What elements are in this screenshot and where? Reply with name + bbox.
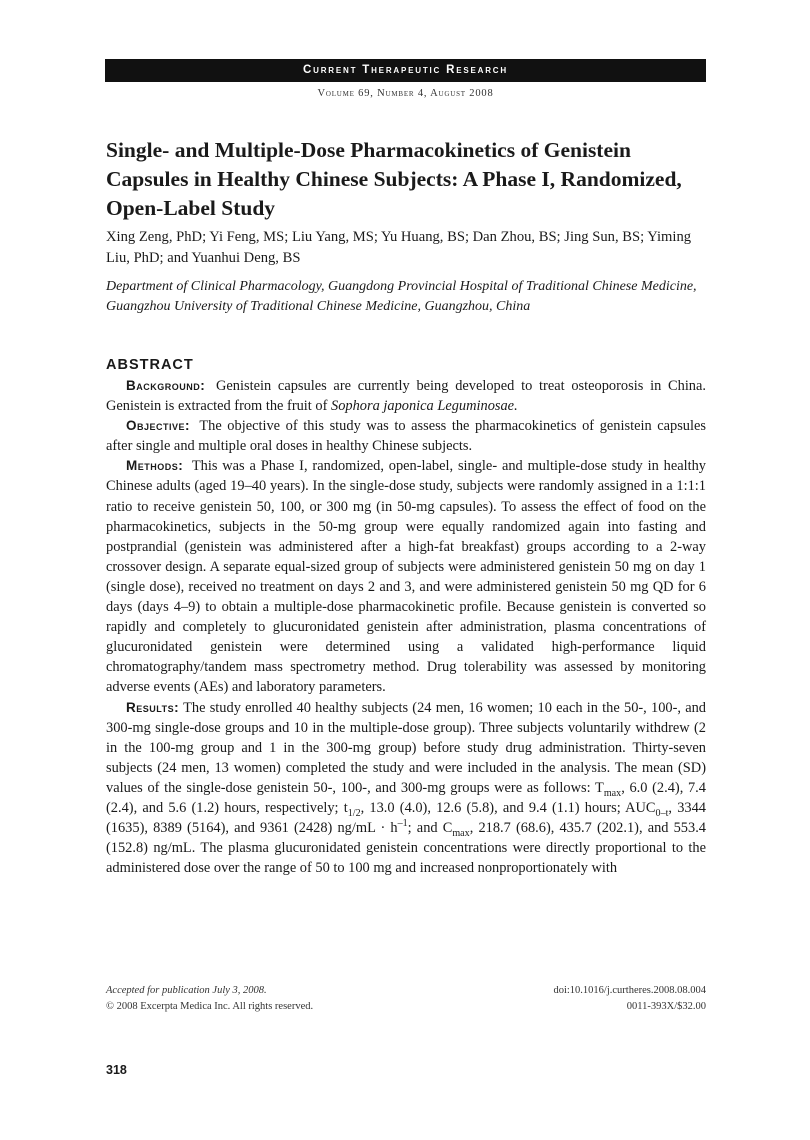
auc-subscript: 0–t <box>655 807 669 819</box>
background-text: Genistein capsules are currently being developed to treat osteoporosis in China. Genistein is extracted from the fruit of <box>106 378 706 415</box>
author-list: Xing Zeng, PhD; Yi Feng, MS; Liu Yang, MS; Yu Huang, BS; Dan Zhou, BS; Jing Sun, BS; Yiming Liu, PhD; and Yuanhui Deng, BS <box>106 229 692 266</box>
results-text-1: The study enrolled 40 healthy subjects (24 men, 16 women; 10 each in the 50-, 100-, and 300-mg single-dose groups and 10 in the multiple-dose group). Three subjects voluntarily withdrew (2 in the 100-mg group and 1 in the 300-mg group) before study drug administration. Thirty-seven subjects (24 men, 13 women) completed the study and were included in the analysis. The mean (SD) values of the single-dose genistein 50-, 100-, and 300-mg groups were as follows: T <box>106 699 706 796</box>
journal-title: Current Therapeutic Research <box>303 64 508 76</box>
tmax-subscript: max <box>603 787 622 799</box>
results-text-3: , 13.0 (4.0), 12.6 (5.8), and 9.4 (1.1) hours; AUC <box>360 799 656 816</box>
abstract-background <box>106 376 706 416</box>
methods-label: Methods: <box>126 458 184 474</box>
author-affiliation: Department of Clinical Pharmacology, Guangdong Provincial Hospital of Traditional Chinese Medicine, Guangzhou University of Traditional Chinese Medicine, Guangzhou, China <box>106 279 697 314</box>
volume-issue-line: Volume 69, Number 4, August 2008 <box>317 88 494 99</box>
article-title: Single- and Multiple-Dose Pharmacokinetics of Genistein Capsules in Healthy Chinese Subjects: A Phase I, Randomized, Open-Label Study <box>106 138 682 220</box>
abstract-results <box>106 698 706 879</box>
doi-link[interactable]: doi:10.1016/j.curtheres.2008.08.004 <box>553 985 706 996</box>
page-number: 318 <box>106 1063 127 1077</box>
auc-unit-superscript: –1 <box>397 818 408 830</box>
abstract-heading: ABSTRACT <box>106 357 194 373</box>
objective-text: The objective of this study was to assess the pharmacokinetics of genistein capsules after single and multiple oral doses in healthy Chinese subjects. <box>106 418 706 455</box>
journal-title-bar <box>105 59 706 82</box>
objective-label: Objective: <box>126 418 191 434</box>
footer-right <box>553 983 706 1015</box>
results-text-5: ; and C <box>407 820 453 837</box>
results-label: Results: <box>126 699 180 715</box>
results-text-4: , 3344 (1635), 8389 (5164), and 9361 (2428) ng/mL · h <box>106 799 706 837</box>
thalf-subscript: 1/2 <box>347 807 361 819</box>
abstract-objective <box>106 416 706 456</box>
background-label: Background: <box>126 378 206 393</box>
results-text-2: , 6.0 (2.4), 7.4 (2.4), and 5.6 (1.2) hours, respectively; t <box>106 779 706 816</box>
accepted-date: Accepted for publication July 3, 2008. <box>106 985 267 996</box>
results-text-6: , 218.7 (68.6), 435.7 (202.1), and 553.4 (152.8) ng/mL. The plasma glucuronidated genistein concentrations were directly proportional to the administered dose over the range of 50 to 100 mg and increased nonproportionately with <box>106 820 706 877</box>
abstract-body <box>106 376 706 878</box>
copyright-notice: © 2008 Excerpta Medica Inc. All rights reserved. <box>106 1001 314 1012</box>
abstract-methods <box>106 456 706 697</box>
methods-text: This was a Phase I, randomized, open-label, single- and multiple-dose study in healthy Chinese adults (aged 19–40 years). In the single-dose study, subjects were randomly assigned in a 1:1:1 ratio to receive genistein 50, 100, or 300 mg (in 50-mg capsules). To assess the effect of food on the pharmacokinetics, subjects in the 50-mg group were equally randomized again into fasting and postprandial (genistein was administered after a high-fat breakfast) groups according to a 2-way crossover design. A separate equal-sized group of subjects were administered genistein 50 mg on day 1 (single dose), received no treatment on days 2 and 3, and were administered genistein 50 mg QD for 6 days (days 4–9) to obtain a multiple-dose pharmacokinetic profile. Because genistein is converted so rapidly and completely to glucuronidated genistein after administration, plasma concentrations of glucuronidated genistein were determined using a validated high-performance liquid chromatography/tandem mass spectrometry method. Drug tolerability was assessed by monitoring adverse events (AEs) and laboratory parameters. <box>106 458 706 696</box>
cmax-subscript: max <box>452 827 470 839</box>
issn-price: 0011-393X/$32.00 <box>626 1001 706 1012</box>
footer-left <box>106 983 313 1015</box>
species-name: Sophora japonica Leguminosae. <box>331 398 518 415</box>
